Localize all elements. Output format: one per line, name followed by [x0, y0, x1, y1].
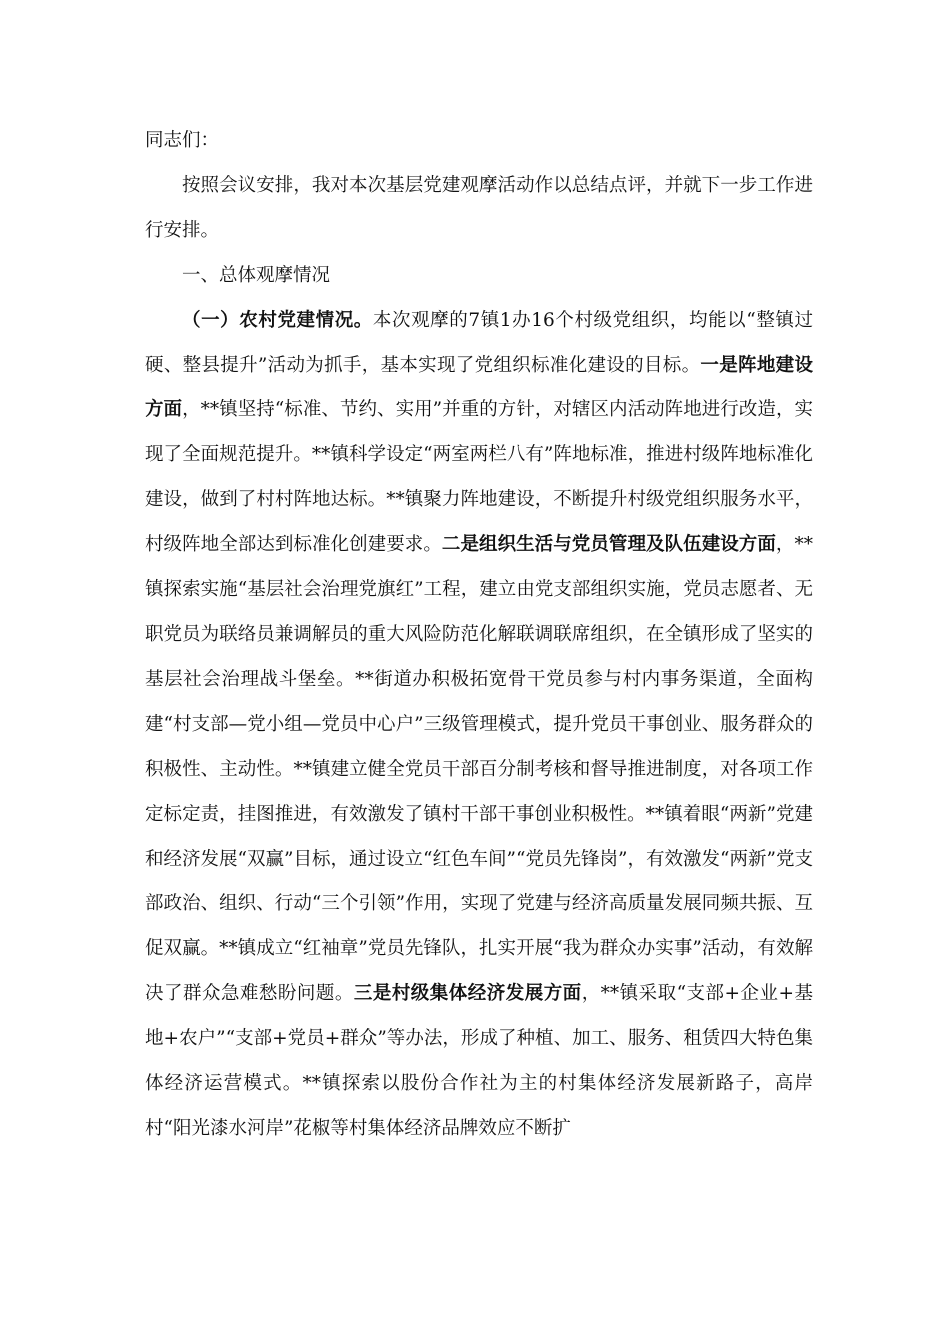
- document-body: [145, 119, 813, 1152]
- section-heading: 一、总体观摩情况: [182, 264, 331, 286]
- paragraph-text: ，**镇采取“支部+企业+基地+农户”“支部+党员+群众”等办法，形成了种植、加工、服务、租赁四大特色集体经济运营模式。**镇探索以股份合作社为主的村集体经济发展新路子，高岸村“阳光漆水河岸”花椒等村集体经济品牌效应不断扩: [145, 983, 813, 1139]
- point-three-heading: 三是村级集体经济发展方面: [353, 983, 582, 1005]
- intro-paragraph: 按照会议安排，我对本次基层党建观摩活动作以总结点评，并就下一步工作进行安排。: [145, 174, 813, 241]
- point-one-heading: 一是阵地建设方面: [145, 354, 813, 421]
- paragraph-text: ，**镇坚持“标准、节约、实用”并重的方针，对辖区内活动阵地进行改造，实现了全面规范提升。**镇科学设定“两室两栏八有”阵地标准，推进村级阵地标准化建设，做到了村村阵地达标。**镇聚力阵地建设，不断提升村级党组织服务水平，村级阵地全部达到标准化创建要求。: [145, 399, 813, 556]
- subheading-rural: （一）农村党建情况。: [182, 309, 373, 331]
- paragraph-text: 本次观摩的7镇1办16个村级党组织，均能以“整镇过硬、整县提升”活动为抓手，基本实现了党组织标准化建设的目标。: [145, 309, 813, 376]
- point-two-heading: 二是组织生活与党员管理及队伍建设方面: [441, 534, 776, 556]
- paragraph-text: ，**镇探索实施“基层社会治理党旗红”工程，建立由党支部组织实施，党员志愿者、无职党员为联络员兼调解员的重大风险防范化解联调联席组织，在全镇形成了坚实的基层社会治理战斗堡垒。**街道办积极拓宽骨干党员参与村内事务渠道，全面构建“村支部—党小组—党员中心户”三级管理模式，提升党员干事创业、服务群众的积极性、主动性。**镇建立健全党员干部百分制考核和督导推进制度，对各项工作定标定责，挂图推进，有效激发了镇村干部干事创业积极性。**镇着眼“两新”党建和经济发展“双赢”目标，通过设立“红色车间”“党员先锋岗”，有效激发“两新”党支部政治、组织、行动“三个引领”作用，实现了党建与经济高质量发展同频共振、互促双赢。**镇成立“红袖章”党员先锋队，扎实开展“我为群众办实事”活动，有效解决了群众急难愁盼问题。: [145, 534, 813, 1005]
- rural-party-paragraph: [145, 299, 813, 1152]
- salutation: 同志们：: [145, 130, 220, 151]
